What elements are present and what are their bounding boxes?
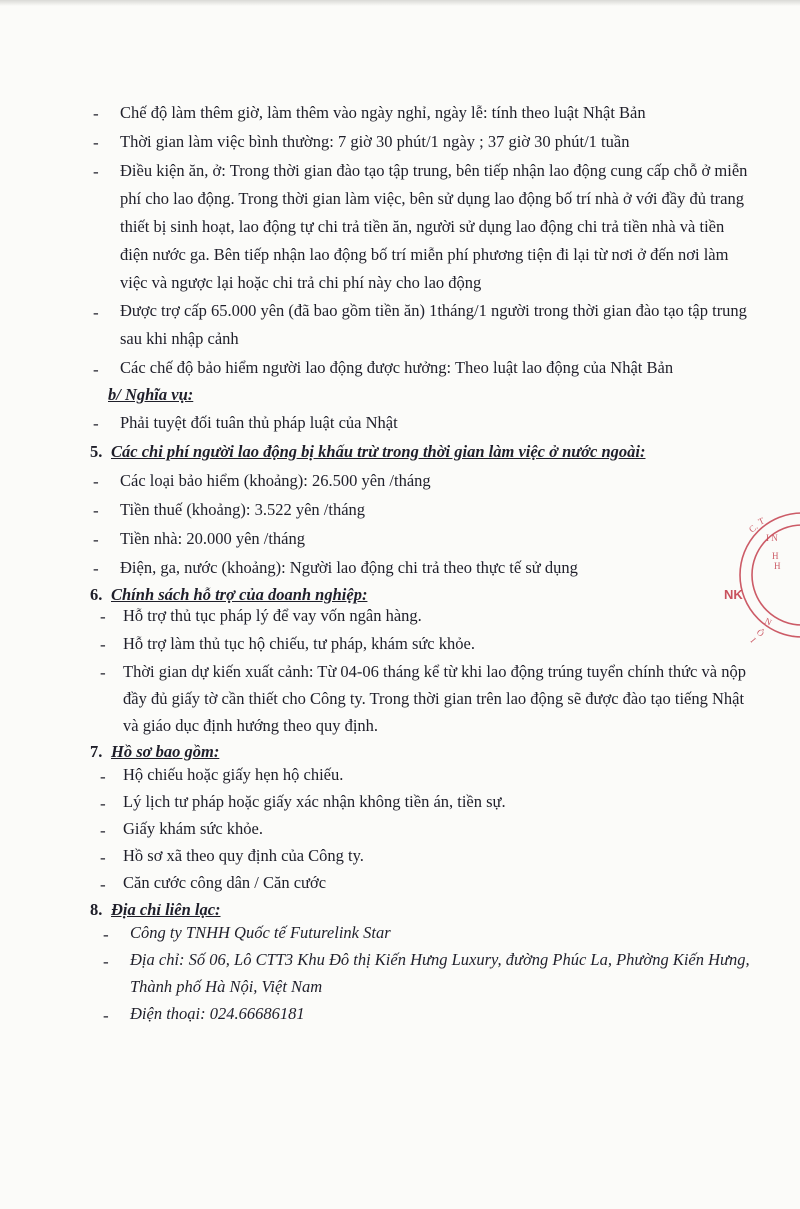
bullet-dash: - [100, 821, 106, 840]
document-criminal-record: Lý lịch tư pháp hoặc giấy xác nhận không tiền án, tiền sự. [123, 792, 506, 811]
section-7-heading: Hồ sơ bao gồm: [111, 742, 220, 761]
document-commune-profile: Hồ sơ xã theo quy định của Công ty. [123, 846, 364, 865]
bullet-dash: - [103, 1006, 109, 1025]
svg-text:Ô: Ô [754, 626, 767, 639]
deduction-insurance: Các loại bảo hiểm (khoảng): 26.500 yên /tháng [120, 471, 431, 490]
bullet-dash: - [93, 559, 99, 578]
benefit-overtime: Chế độ làm thêm giờ, làm thêm vào ngày nghỉ, ngày lễ: tính theo luật Nhật Bản [120, 103, 646, 122]
bullet-dash: - [100, 635, 106, 654]
contact-phone: Điện thoại: 024.66686181 [130, 1004, 305, 1023]
bullet-dash: - [93, 414, 99, 433]
svg-text:I: I [748, 635, 759, 645]
section-7-number: 7. [90, 742, 103, 761]
support-passport: Hỗ trợ làm thủ tục hộ chiếu, tư pháp, khám sức khỏe. [123, 634, 475, 653]
svg-text:H: H [774, 561, 781, 571]
document-health-check: Giấy khám sức khỏe. [123, 819, 263, 838]
bullet-dash: - [100, 848, 106, 867]
bullet-dash: - [103, 925, 109, 944]
bullet-dash: - [100, 875, 106, 894]
deduction-utilities: Điện, ga, nước (khoảng): Người lao động chi trả theo thực tế sử dụng [120, 558, 578, 577]
departure-line-2: đầy đủ giấy tờ cần thiết cho Công ty. Trong thời gian trên lao động sẽ được đào tạo tiếng Nhật [123, 689, 745, 708]
bullet-dash: - [93, 360, 99, 379]
contact-address-line-2: Thành phố Hà Nội, Việt Nam [130, 977, 323, 996]
section-5-number: 5. [90, 442, 103, 461]
contact-company: Công ty TNHH Quốc tế Futurelink Star [130, 923, 391, 942]
contact-address-line-1: Địa chỉ: Số 06, Lô CTT3 Khu Đô thị Kiến Hưng Luxury, đường Phúc La, Phường Kiến Hưng, [130, 950, 750, 969]
bullet-dash: - [93, 472, 99, 491]
benefit-working-hours: Thời gian làm việc bình thường: 7 giờ 30 phút/1 ngày ; 37 giờ 30 phút/1 tuần [120, 132, 630, 151]
departure-line-1: Thời gian dự kiến xuất cảnh: Từ 04-06 tháng kể từ khi lao động trúng tuyển chính thức và nộp [123, 662, 746, 681]
benefit-meal-housing-line-5: việc và ngược lại hoặc chi trả chi phí này cho lao động [120, 273, 482, 292]
svg-text:H: H [772, 551, 779, 561]
svg-text:C.: C. [746, 521, 760, 535]
benefit-meal-housing-line-4: điện nước ga. Bên tiếp nhận lao động bố trí miễn phí phương tiện đi lại từ nơi ở đến nơi làm [120, 245, 729, 264]
seal-text: NK [724, 587, 743, 602]
deduction-housing: Tiền nhà: 20.000 yên /tháng [120, 529, 306, 548]
section-6-heading: Chính sách hỗ trợ của doanh nghiệp: [111, 585, 368, 604]
benefit-allowance-line-2: sau khi nhập cảnh [120, 329, 239, 348]
departure-line-3: và giáo dục định hướng theo quy định. [123, 716, 379, 735]
support-loan: Hỗ trợ thủ tục pháp lý để vay vốn ngân hàng. [123, 606, 422, 625]
bullet-dash: - [93, 133, 99, 152]
bullet-dash: - [93, 501, 99, 520]
bullet-dash: - [93, 104, 99, 123]
section-6-number: 6. [90, 585, 103, 604]
section-8-heading: Địa chỉ liên lạc: [111, 900, 221, 919]
bullet-dash: - [100, 794, 106, 813]
document-id-card: Căn cước công dân / Căn cước [123, 873, 327, 892]
section-8-number: 8. [90, 900, 103, 919]
obligations-heading: b/ Nghĩa vụ: [108, 385, 194, 404]
benefit-meal-housing-line-2: phí cho lao động. Trong thời gian làm việc, bên sử dụng lao động bố trí nhà ở với đầy đủ trang [120, 189, 745, 208]
bullet-dash: - [100, 607, 106, 626]
benefit-insurance: Các chế độ bảo hiểm người lao động được hưởng: Theo luật lao động của Nhật Bản [120, 358, 674, 377]
bullet-dash: - [100, 663, 106, 682]
benefit-allowance-line-1: Được trợ cấp 65.000 yên (đã bao gồm tiền ăn) 1tháng/1 người trong thời gian đào tạo tập trung [120, 301, 747, 320]
bullet-dash: - [93, 162, 99, 181]
benefit-meal-housing-line-3: thiết bị sinh hoạt, lao động tự chi trả tiền ăn, người sử dụng lao động chi trả tiền nhà và tiền [120, 217, 725, 236]
bullet-dash: - [93, 303, 99, 322]
svg-text:I N: I N [766, 533, 778, 543]
document-passport: Hộ chiếu hoặc giấy hẹn hộ chiếu. [123, 765, 344, 784]
bullet-dash: - [103, 952, 109, 971]
bullet-dash: - [93, 530, 99, 549]
company-seal [712, 505, 800, 645]
benefit-meal-housing-line-1: Điều kiện ăn, ở: Trong thời gian đào tạo tập trung, bên tiếp nhận lao động cung cấp chỗ ở miễn [120, 161, 748, 180]
svg-text:T: T [756, 515, 766, 527]
svg-text:N: N [763, 615, 774, 628]
section-5-heading: Các chi phí người lao động bị khấu trừ trong thời gian làm việc ở nước ngoài: [111, 442, 646, 461]
bullet-dash: - [100, 767, 106, 786]
deduction-tax: Tiền thuế (khoảng): 3.522 yên /tháng [120, 500, 366, 519]
obligation-item: Phải tuyệt đối tuân thủ pháp luật của Nhật [120, 413, 398, 432]
